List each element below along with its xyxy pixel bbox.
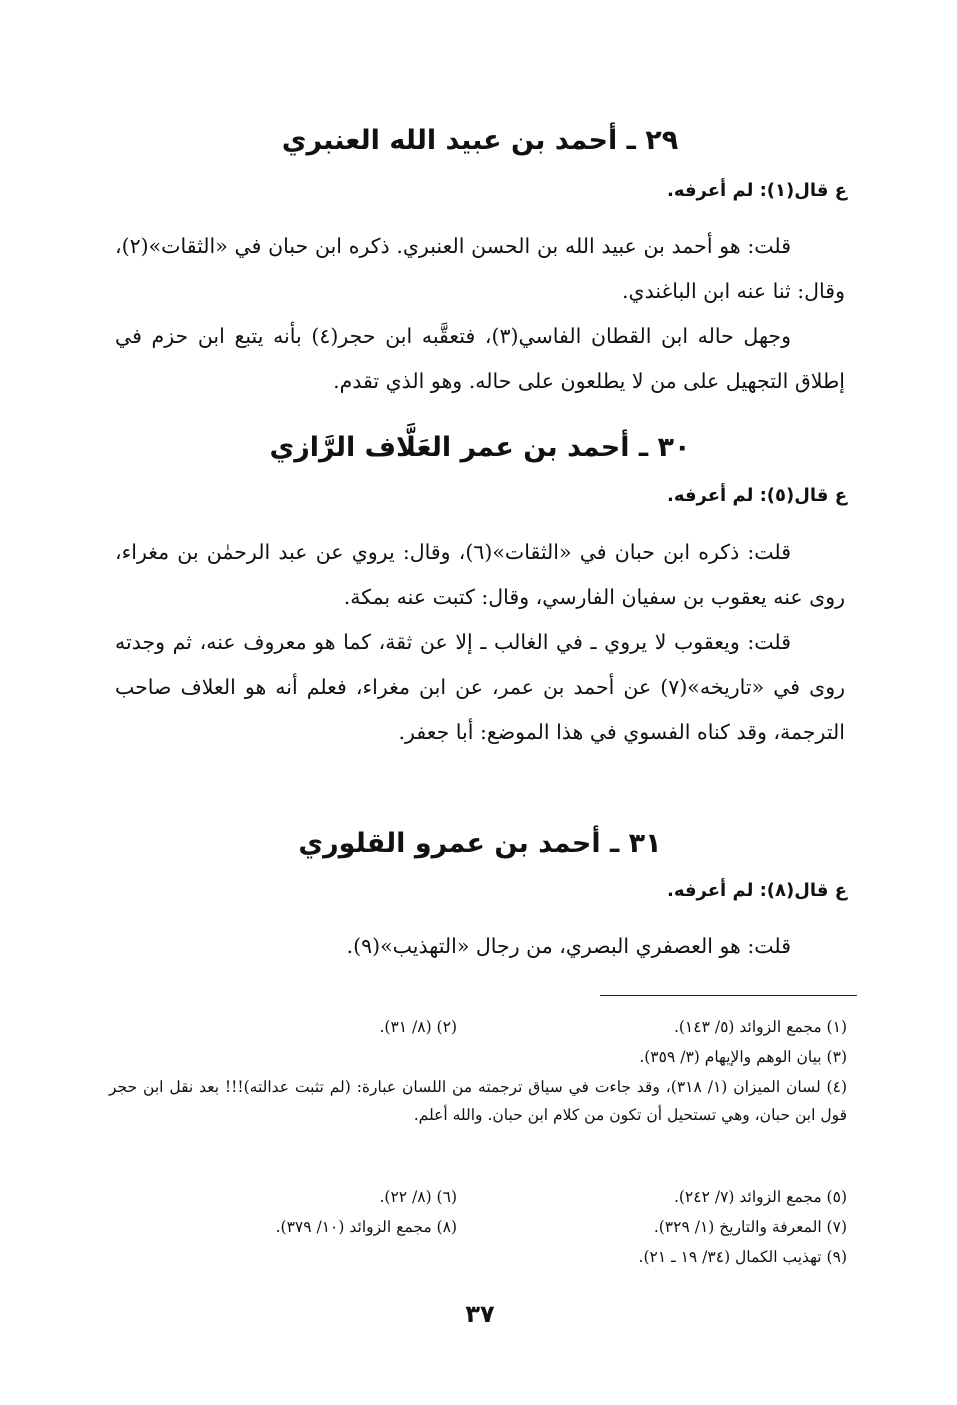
paragraph-29-1: قلت: هو أحمد بن عبيد الله بن الحسن العنبري. ذكره ابن حبان في «الثقات»(٢)، وقال: ثنا عنه ابن الباغندي. — [115, 234, 845, 303]
page-number: ٣٧ — [465, 1300, 495, 1328]
entry-heading-30: ٣٠ ـ أحمد بن عمر العَلَّاف الرَّازي — [269, 432, 691, 463]
paragraph-29-2: وجهل حاله ابن القطان الفاسي(٣)، فتعقَّبه ابن حجر(٤) بأنه يتبع ابن حزم في إطلاق التجهيل على من لا يطلعون على حاله. وهو الذي تقدم. — [115, 324, 845, 393]
footnote-4: (٤) لسان الميزان (١/ ٣١٨)، وقد جاءت في سياق ترجمته من اللسان عبارة: (لم تثبت عدالته)!!! بعد نقل ابن حجر قول ابن حبان، وهي تستحيل أن تكون من كلام ابن حبان. والله أعلم. — [109, 1078, 847, 1124]
footnote-7: (٧) المعرفة والتاريخ (١/ ٣٢٩). — [653, 1218, 847, 1236]
footnote-8: (٨) مجمع الزوائد (١٠/ ٣٧٩). — [275, 1218, 457, 1236]
footnote-9: (٩) تهذيب الكمال (٣٤/ ١٩ ـ ٢١). — [638, 1248, 847, 1266]
footnote-1: (١) مجمع الزوائد (٥/ ١٤٣). — [673, 1018, 847, 1036]
entry-qal-29: ع قال(١): لم أعرفه. — [667, 180, 847, 201]
entry-qal-30: ع قال(٥): لم أعرفه. — [667, 485, 847, 506]
paragraph-30-2: قلت: ويعقوب لا يروي ـ في الغالب ـ إلا عن ثقة، كما هو معروف عنه، ثم وجدته روى في «تاريخه»(٧) عن أحمد بن عمر، عن ابن مغراء، فعلم أنه هو العلاف صاحب الترجمة، وقد كناه الفسوي في هذا الموضع: أبا جعفر. — [115, 630, 845, 744]
footnote-separator — [600, 995, 857, 996]
entry-heading-29: ٢٩ ـ أحمد بن عبيد الله العنبري — [281, 125, 679, 156]
paragraph-30-1: قلت: ذكره ابن حبان في «الثقات»(٦)، وقال: يروي عن عبد الرحمٰن بن مغراء، روى عنه يعقوب بن سفيان الفارسي، وقال: كتبت عنه بمكة. — [115, 540, 845, 609]
footnote-5: (٥) مجمع الزوائد (٧/ ٢٤٢). — [673, 1188, 847, 1206]
footnote-2: (٢) (٨/ ٣١). — [379, 1018, 457, 1036]
footnote-3: (٣) بيان الوهم والإيهام (٣/ ٣٥٩). — [639, 1048, 847, 1066]
footnote-6: (٦) (٨/ ٢٢). — [379, 1188, 457, 1206]
entry-heading-31: ٣١ ـ أحمد بن عمرو القلوري — [298, 828, 662, 859]
paragraph-31-1: قلت: هو العصفري البصري، من رجال «التهذيب»(٩). — [346, 934, 791, 958]
entry-qal-31: ع قال(٨): لم أعرفه. — [667, 880, 847, 901]
